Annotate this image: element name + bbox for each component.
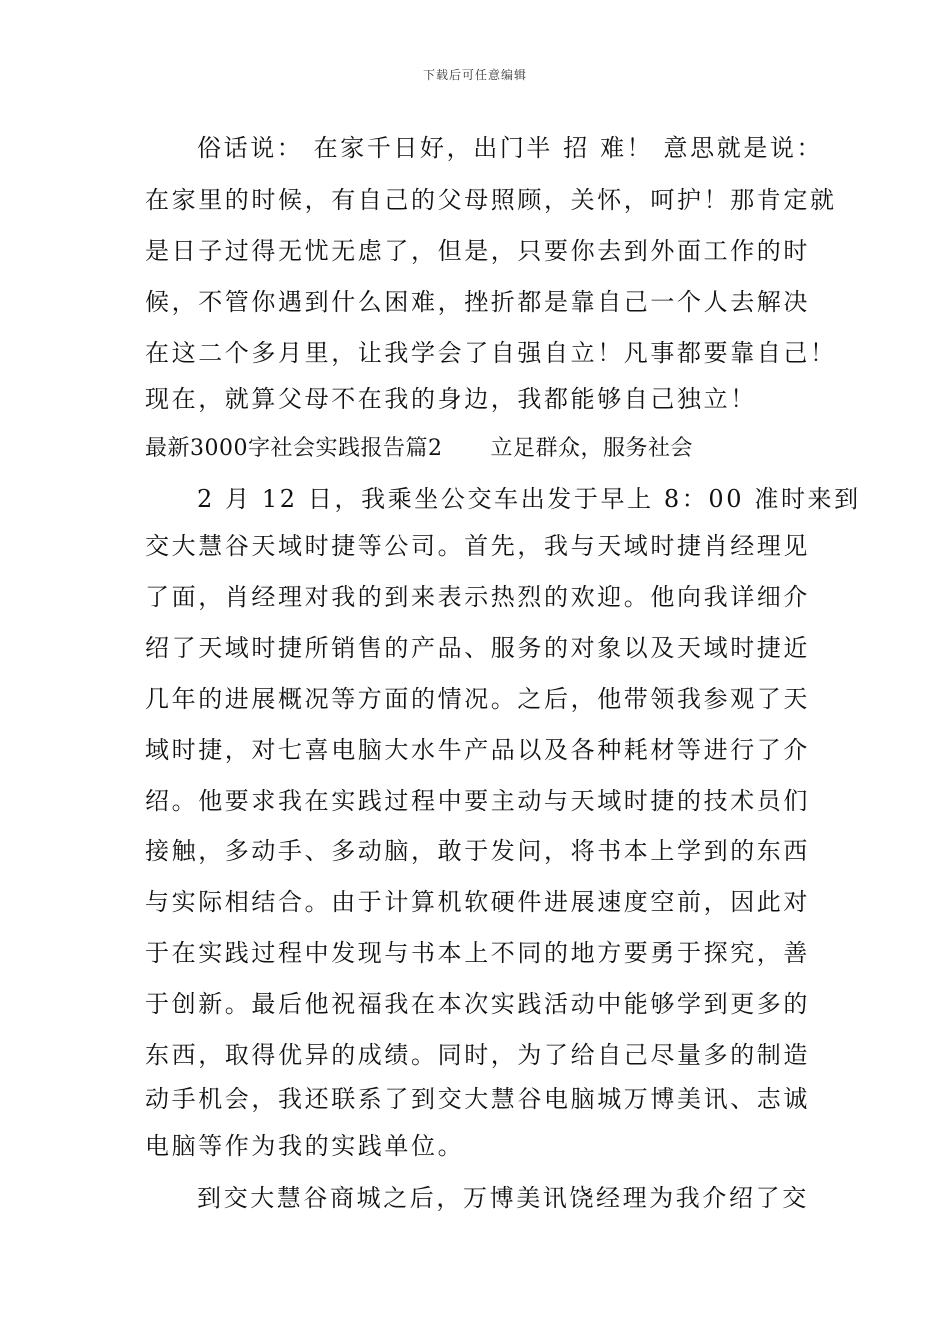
section-heading-title: 最新3000字社会实践报告篇2 — [145, 436, 443, 461]
paragraph-2-line-8: 接触，多动手、多动脑，敢于发问，将书本上学到的东西 — [145, 837, 810, 865]
paragraph-2-line-11: 于创新。最后他祝福我在本次实践活动中能够学到更多的 — [145, 990, 810, 1018]
paragraph-1-line-5: 在这二个多月里，让我学会了自强自立！凡事都要靠自己！ — [145, 339, 837, 367]
paragraph-2-line-7: 绍。他要求我在实践过程中要主动与天域时捷的技术员们 — [145, 787, 810, 815]
paragraph-2-line-9: 与实际相结合。由于计算机软硬件进展速度空前，因此对 — [145, 888, 810, 916]
paragraph-3-line-1: 到交大慧谷商城之后，万博美讯饶经理为我介绍了交 — [197, 1184, 809, 1212]
paragraph-1-line-2: 在家里的时候，有自己的父母照顾，关怀，呵护！那肯定就 — [145, 186, 837, 214]
section-heading-subtitle: 立足群众，服务社会 — [490, 436, 694, 461]
paragraph-2-line-6: 域时捷，对七喜电脑大水牛产品以及各种耗材等进行了介 — [145, 736, 810, 764]
paragraph-1-line-6: 现在，就算父母不在我的身边，我都能够自己独立！ — [145, 385, 757, 413]
paragraph-2-line-14: 电脑等作为我的实践单位。 — [145, 1132, 465, 1160]
document-body — [145, 0, 861, 1344]
paragraph-2-line-5: 几年的进展概况等方面的情况。之后，他带领我参观了天 — [145, 685, 810, 713]
paragraph-1-line-4: 候，不管你遇到什么困难，挫折都是靠自己一个人去解决 — [145, 288, 810, 316]
paragraph-2-line-4: 绍了天域时捷所销售的产品、服务的对象以及天域时捷近 — [145, 634, 810, 662]
paragraph-1-line-3: 是日子过得无忧无虑了，但是，只要你去到外面工作的时 — [145, 237, 810, 265]
paragraph-2-line-2: 交大慧谷天域时捷等公司。首先，我与天域时捷肖经理见 — [145, 532, 810, 560]
section-heading — [145, 434, 693, 464]
paragraph-2-line-10: 于在实践过程中发现与书本上不同的地方要勇于探究，善 — [145, 939, 810, 967]
paragraph-2-line-12: 东西，取得优异的成绩。同时，为了给自己尽量多的制造 — [145, 1041, 810, 1069]
page-header: 下载后可任意编辑 — [422, 68, 527, 82]
paragraph-1-line-1: 俗话说： 在家千日好，出门半 招 难！ 意思就是说： — [197, 134, 824, 162]
paragraph-2-line-13: 动手机会，我还联系了到交大慧谷电脑城万博美讯、志诚 — [145, 1085, 810, 1113]
paragraph-2-line-1: 2 月 12 日，我乘坐公交车出发于早上 8：00 准时来到 — [197, 485, 861, 513]
paragraph-2-line-3: 了面，肖经理对我的到来表示热烈的欢迎。他向我详细介 — [145, 583, 810, 611]
